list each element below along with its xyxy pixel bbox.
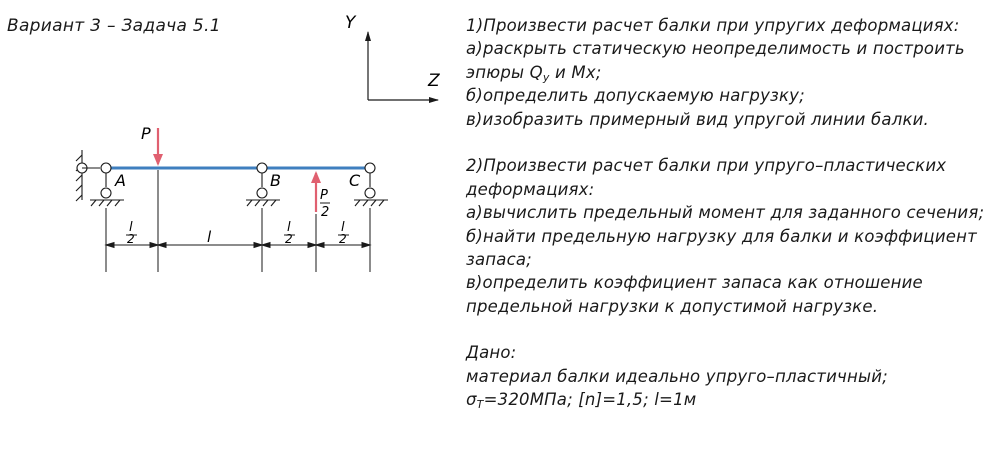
given-title: Дано: — [466, 343, 517, 363]
given-line-2: $\sigma_T=320МПа$; [n]=1,5; l=1м — [466, 390, 697, 412]
task-line-4: б)определить допускаемую нагрузку; — [466, 86, 805, 106]
dimension-extensions — [106, 170, 370, 272]
svg-text:l: l — [129, 220, 133, 235]
dim-label-3 — [284, 220, 295, 246]
dim-label-4 — [338, 220, 349, 246]
svg-text:l: l — [287, 220, 291, 235]
svg-text:2: 2 — [285, 232, 293, 246]
task-line-12: предельной нагрузки к допустимой нагрузке. — [466, 296, 879, 316]
task-line-9: б)найти предельную нагрузку для балки и коэффициент — [466, 226, 977, 246]
svg-text:2: 2 — [127, 232, 135, 246]
task-line-3: эпюры $Q_y$ и Mx; — [466, 62, 602, 84]
task-line-8: а)вычислить предельный момент для заданного сечения; — [466, 203, 985, 223]
support-c-label: C — [349, 171, 361, 190]
task-line-2: а)раскрыть статическую неопределимость и построить — [466, 39, 965, 59]
task-line-5: в)изобразить примерный вид упругой линии балки. — [466, 109, 929, 129]
load-p2-den: 2 — [321, 205, 330, 220]
load-p-label: P — [141, 124, 151, 143]
given-line-1: материал балки идеально упруго–пластичный; — [466, 366, 888, 386]
z-axis-label: Z — [428, 71, 440, 91]
dimension-line — [106, 243, 370, 248]
beam-diagram — [0, 0, 460, 449]
task-line-6: 2)Произвести расчет балки при упруго–пластических — [466, 156, 947, 176]
task-line-11: в)определить коэффициент запаса как отношение — [466, 273, 923, 293]
svg-text:l: l — [341, 220, 345, 235]
support-b-label: B — [270, 171, 281, 190]
y-axis-label: Y — [345, 13, 356, 33]
task-line-7: деформациях: — [466, 179, 595, 199]
task-text — [466, 14, 996, 412]
task-line-1: 1)Произвести расчет балки при упругих деформациях: — [466, 16, 960, 35]
svg-text:l: l — [207, 228, 212, 246]
task-line-10: запаса; — [466, 249, 532, 269]
dim-label-1 — [126, 220, 137, 246]
page-title: Вариант 3 – Задача 5.1 — [7, 16, 221, 36]
svg-text:2: 2 — [339, 232, 347, 246]
dim-label-2 — [207, 228, 212, 246]
load-p2-num: P — [320, 188, 328, 203]
support-a-label: A — [115, 171, 126, 190]
